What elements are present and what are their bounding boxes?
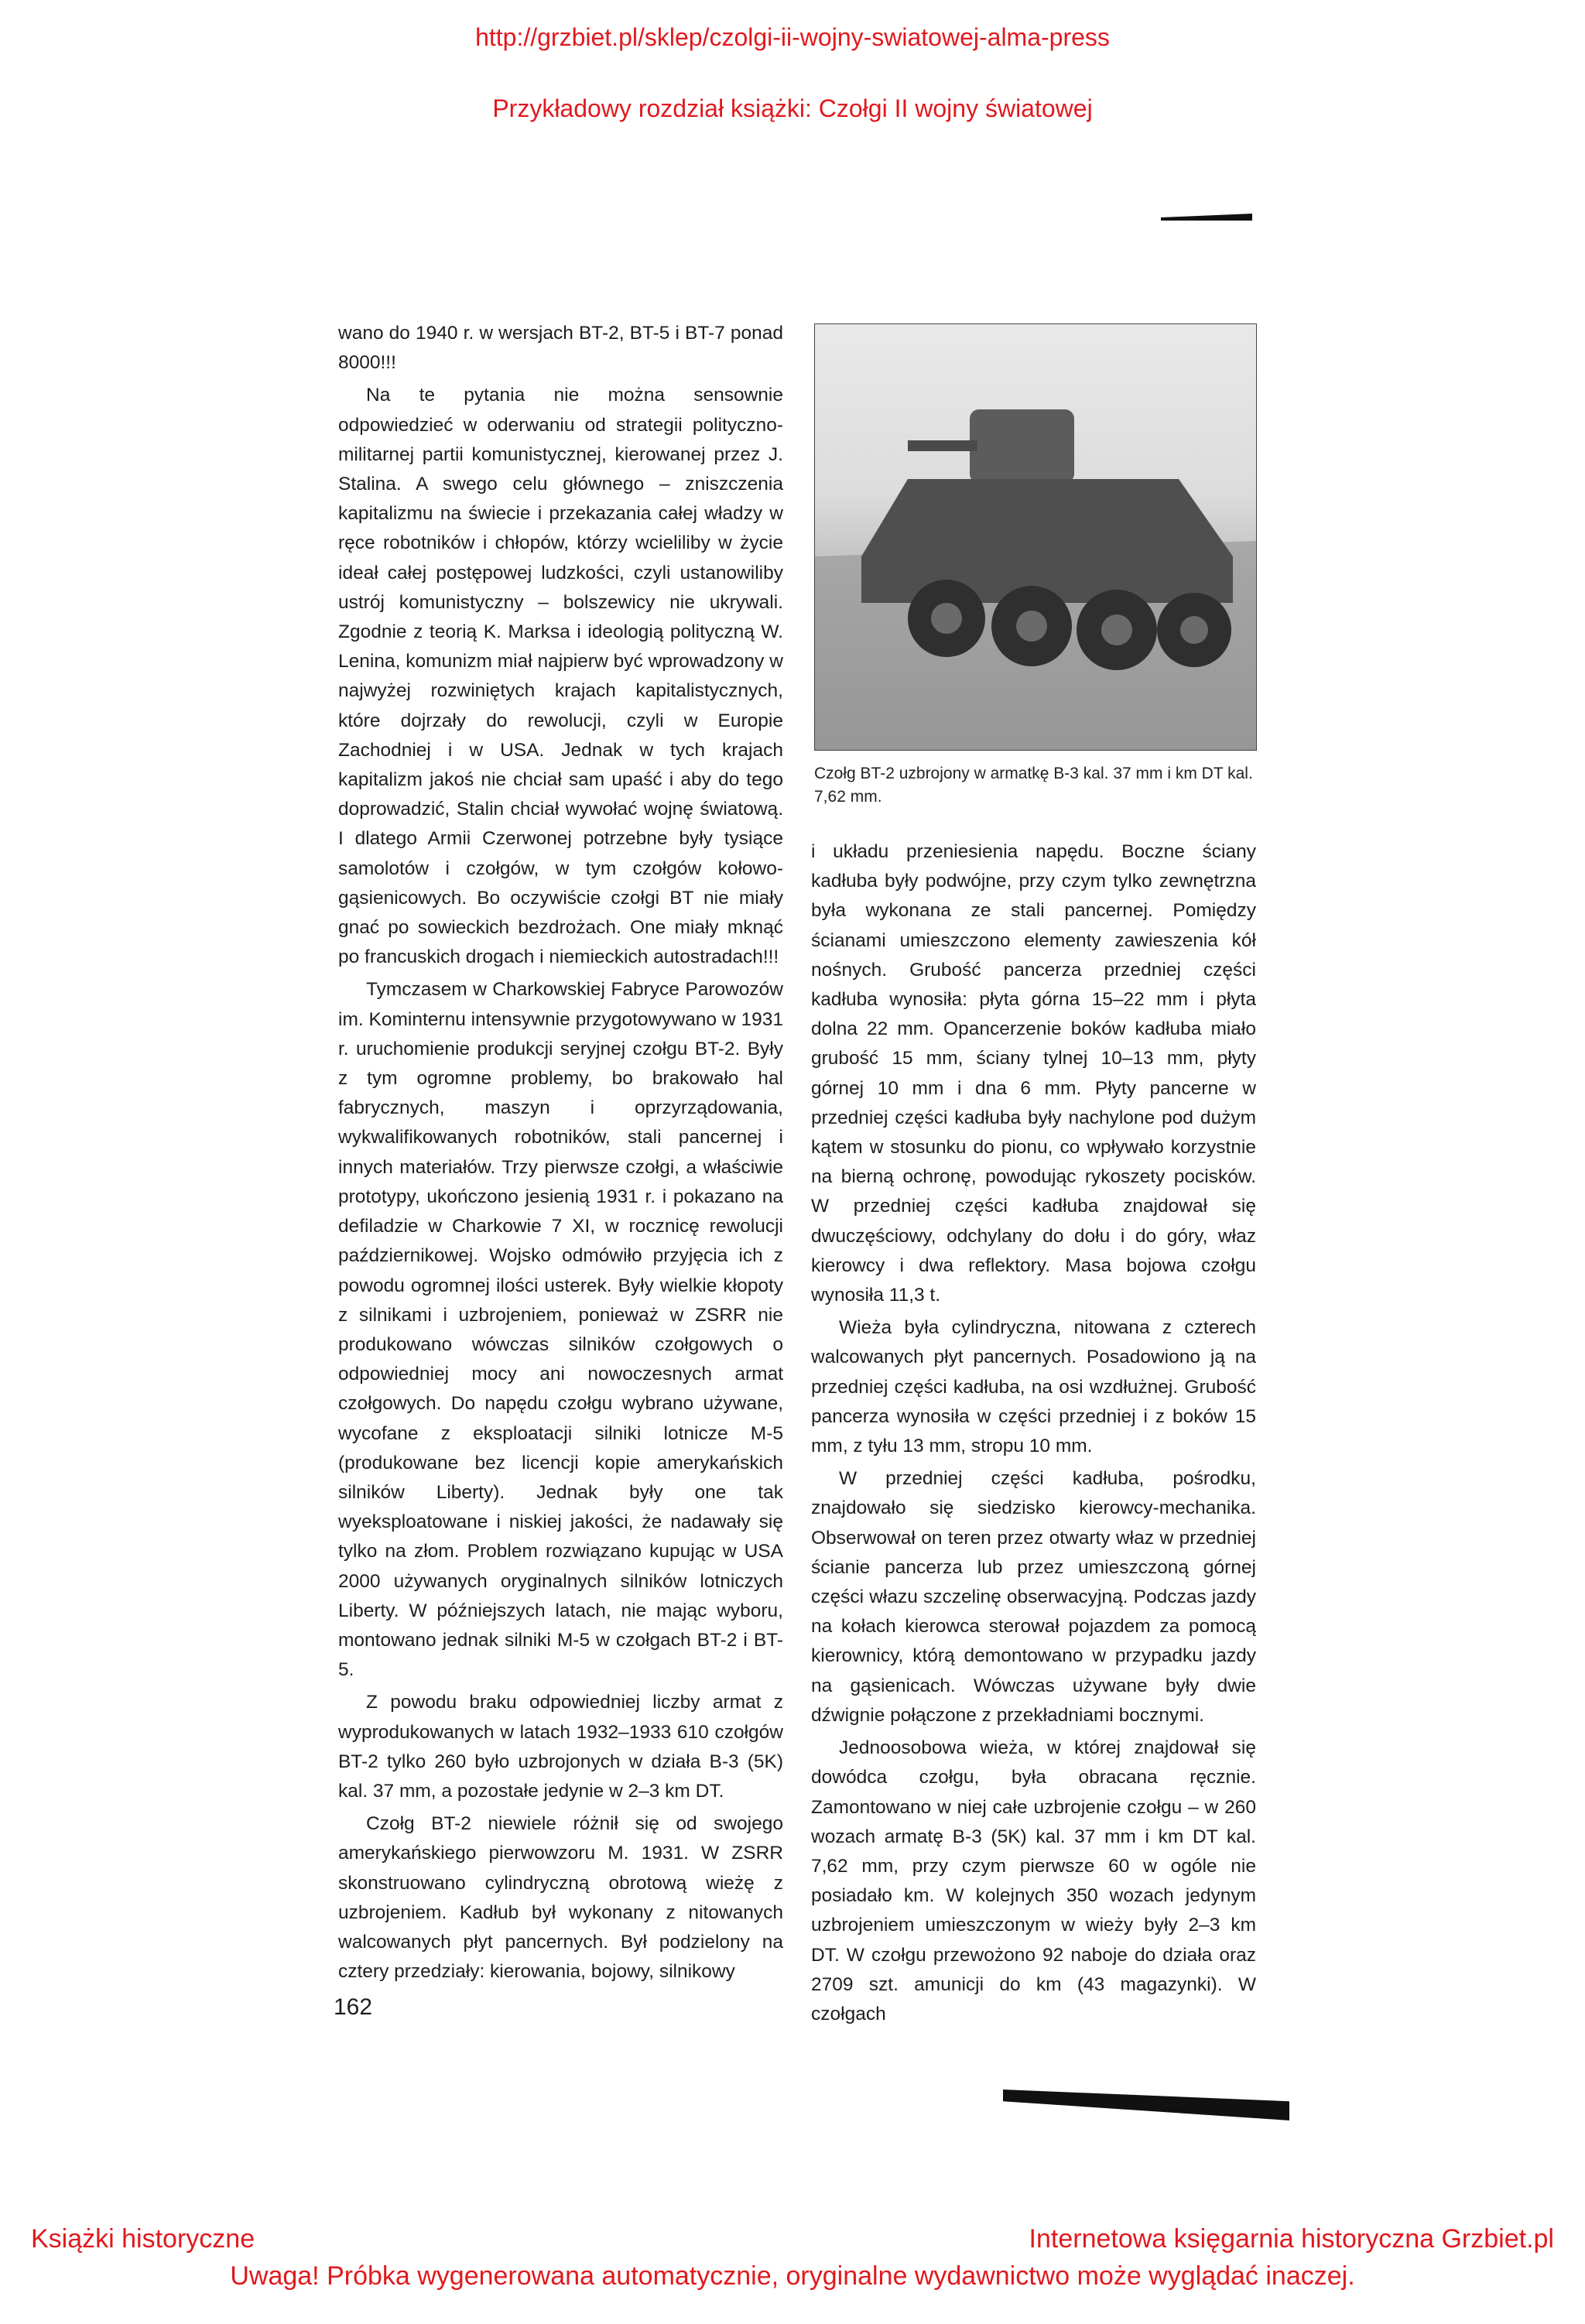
right-column xyxy=(811,837,1256,2029)
footer-note: Uwaga! Próbka wygenerowana automatycznie, oryginalne wydawnictwo może wyglądać inaczej. xyxy=(230,2261,1355,2291)
left-column xyxy=(338,319,783,1987)
paragraph: Czołg BT-2 niewiele różnił się od swojego amerykańskiego pierwowzoru M. 1931. W ZSRR skonstruowano cylindryczną obrotową wieżę z uzbrojeniem. Kadłub był wykonany z nitowanych walcowanych płyt pancernych. Był podzielony na cztery przedziały: kierowania, bojowy, silnikowy xyxy=(338,1813,783,1983)
paragraph: Wieża była cylindryczna, nitowana z czterech walcowanych płyt pancernych. Posadowiono ją na przedniej części kadłuba, na osi wzdłużnej. Grubość pancerza wynosiła w części przedniej i z boków 15 mm, z tyłu 13 mm, stropu 10 mm. xyxy=(811,1317,1256,1457)
paragraph: wano do 1940 r. w wersjach BT-2, BT-5 i BT-7 ponad 8000!!! xyxy=(338,323,783,374)
bottom-rule xyxy=(1003,2090,1289,2120)
paragraph: i układu przeniesienia napędu. Boczne ściany kadłuba były podwójne, przy czym tylko zewnętrzna była wykonana ze stali pancernej. Pomiędzy ścianami umieszczono elementy zawieszenia kół nośnych. Grubość pancerza przedniej części kadłuba wynosiła: płyta górna 15–22 mm i płyta dolna 22 mm. Opancerzenie boków kadłuba miało grubość 15 mm, ściany tylnej 10–13 mm, płyty górnej 10 mm i dna 6 mm. Płyty pancerne w przedniej części kadłuba były nachylone pod dużym kątem w stosunku do pionu, co wpływało korzystnie na bierną ochronę, powodując rykoszety pocisków. W przedniej części kadłuba znajdował się dwuczęściowy, odchylany do dołu i do góry, właz kierowcy i dwa reflektory. Masa bojowa czołgu wynosiła 11,3 t. xyxy=(811,841,1256,1306)
header-subtitle: Przykładowy rozdział książki: Czołgi II wojny światowej xyxy=(492,94,1093,122)
footer-left-link[interactable]: Książki historyczne xyxy=(31,2224,255,2254)
tank-illustration xyxy=(815,324,1256,750)
paragraph: Na te pytania nie można sensownie odpowiedzieć w oderwaniu od strategii polityczno-militarnej partii komunistycznej, kierowanej przez J. Stalina. A swego celu głównego – zniszczenia kapitalizmu na świecie i przekazania całej władzy w ręce robotników i chłopów, którzy wcieliliby w życie ideał całej postępowej ludzkości, czyli ustanowiliby ustrój komunistyczny – bolszewicy nie ukrywali. Zgodnie z teorią K. Marksa i ideologią polityczną W. Lenina, komunizm miał najpierw być wprowadzony w najwyżej rozwiniętych krajach kapitalistycznych, które dojrzały do rewolucji, czyli w Europie Zachodniej i w USA. Jednak w tych krajach kapitalizm jakoś nie chciał sam upaść i aby do tego doprowadzić, Stalin chciał wywołać wojnę światową. I dlatego Armii Czerwonej potrzebne były tysiące samolotów i czołgów, w tym czołgów kołowo-gąsienicowych. Bo oczywiście czołgi BT nie miały gnać po sowieckich bezdrożach. One miały mknąć po francuskich drogach i niemieckich autostradach!!! xyxy=(338,385,783,968)
page-number: 162 xyxy=(334,1994,373,2020)
tank-photo xyxy=(814,323,1257,751)
footer-right-link[interactable]: Internetowa księgarnia historyczna Grzbiet.pl xyxy=(1029,2224,1554,2254)
paragraph: Jednoosobowa wieża, w której znajdował się dowódca czołgu, była obracana ręcznie. Zamontowano w niej całe uzbrojenie czołgu – w 260 wozach armatę B-3 (5K) kal. 37 mm i km DT kal. 7,62 mm, przy czym pierwsze 60 w ogóle nie posiadało km. W kolejnych 350 wozach jedynym uzbrojeniem umieszczonym w wieży były 2–3 km DT. W czołgu przewożono 92 naboje do działa oraz 2709 szt. amunicji do km (43 magazynki). W czołgach xyxy=(811,1737,1256,2025)
source-url[interactable]: http://grzbiet.pl/sklep/czolgi-ii-wojny-swiatowej-alma-press xyxy=(475,23,1110,51)
paragraph: W przedniej części kadłuba, pośrodku, znajdowało się siedzisko kierowcy-mechanika. Obserwował on teren przez otwarty właz w przedniej ścianie pancerza lub przez umieszczoną górnej części włazu szczelinę obserwacyjną. Podczas jazdy na kołach kierowca sterował pojazdem za pomocą kierownicy, którą demontowano w przypadku jazdy na gąsienicach. Wówczas używane były dwie dźwignie połączone z przekładniami bocznymi. xyxy=(811,1468,1256,1726)
paragraph: Z powodu braku odpowiedniej liczby armat z wyprodukowanych w latach 1932–1933 610 czołgów BT-2 tylko 260 było uzbrojonych w działa B-3 (5K) kal. 37 mm, a pozostałe jedynie w 2–3 km DT. xyxy=(338,1692,783,1802)
top-rule xyxy=(1161,214,1252,221)
photo-caption: Czołg BT-2 uzbrojony w armatkę B-3 kal. 37 mm i km DT kal. 7,62 mm. xyxy=(814,765,1253,806)
paragraph: Tymczasem w Charkowskiej Fabryce Parowozów im. Kominternu intensywnie przygotowywano w 1931 r. uruchomienie produkcji seryjnej czołgu BT-2. Były z tym ogromne problemy, bo brakowało hal fabrycznych, maszyn i oprzyrządowania, wykwalifikowanych robotników, stali pancernej i innych materiałów. Trzy pierwsze czołgi, a właściwie prototypy, ukończono jesienią 1931 r. i pokazano na defiladzie w Charkowie 7 XI, w rocznicę rewolucji październikowej. Wojsko odmówiło przyjęcia ich z powodu ogromnej ilości usterek. Były wielkie kłopoty z silnikami i uzbrojeniem, ponieważ w ZSRR nie produkowano wówczas silników czołgowych o odpowiedniej mocy ani nowoczesnych armat czołgowych. Do napędu czołgu wybrano używane, wycofane z eksploatacji silniki lotnicze M-5 (produkowane bez licencji kopie amerykańskich silników Liberty). Jednak były one tak wyeksploatowane i niskiej jakości, że nadawały się tylko na złom. Problem rozwiązano kupując w USA 2000 używanych oryginalnych silników lotniczych Liberty. W późniejszych latach, nie mając wyboru, montowano jednak silniki M-5 w czołgach BT-2 i BT-5. xyxy=(338,979,783,1681)
